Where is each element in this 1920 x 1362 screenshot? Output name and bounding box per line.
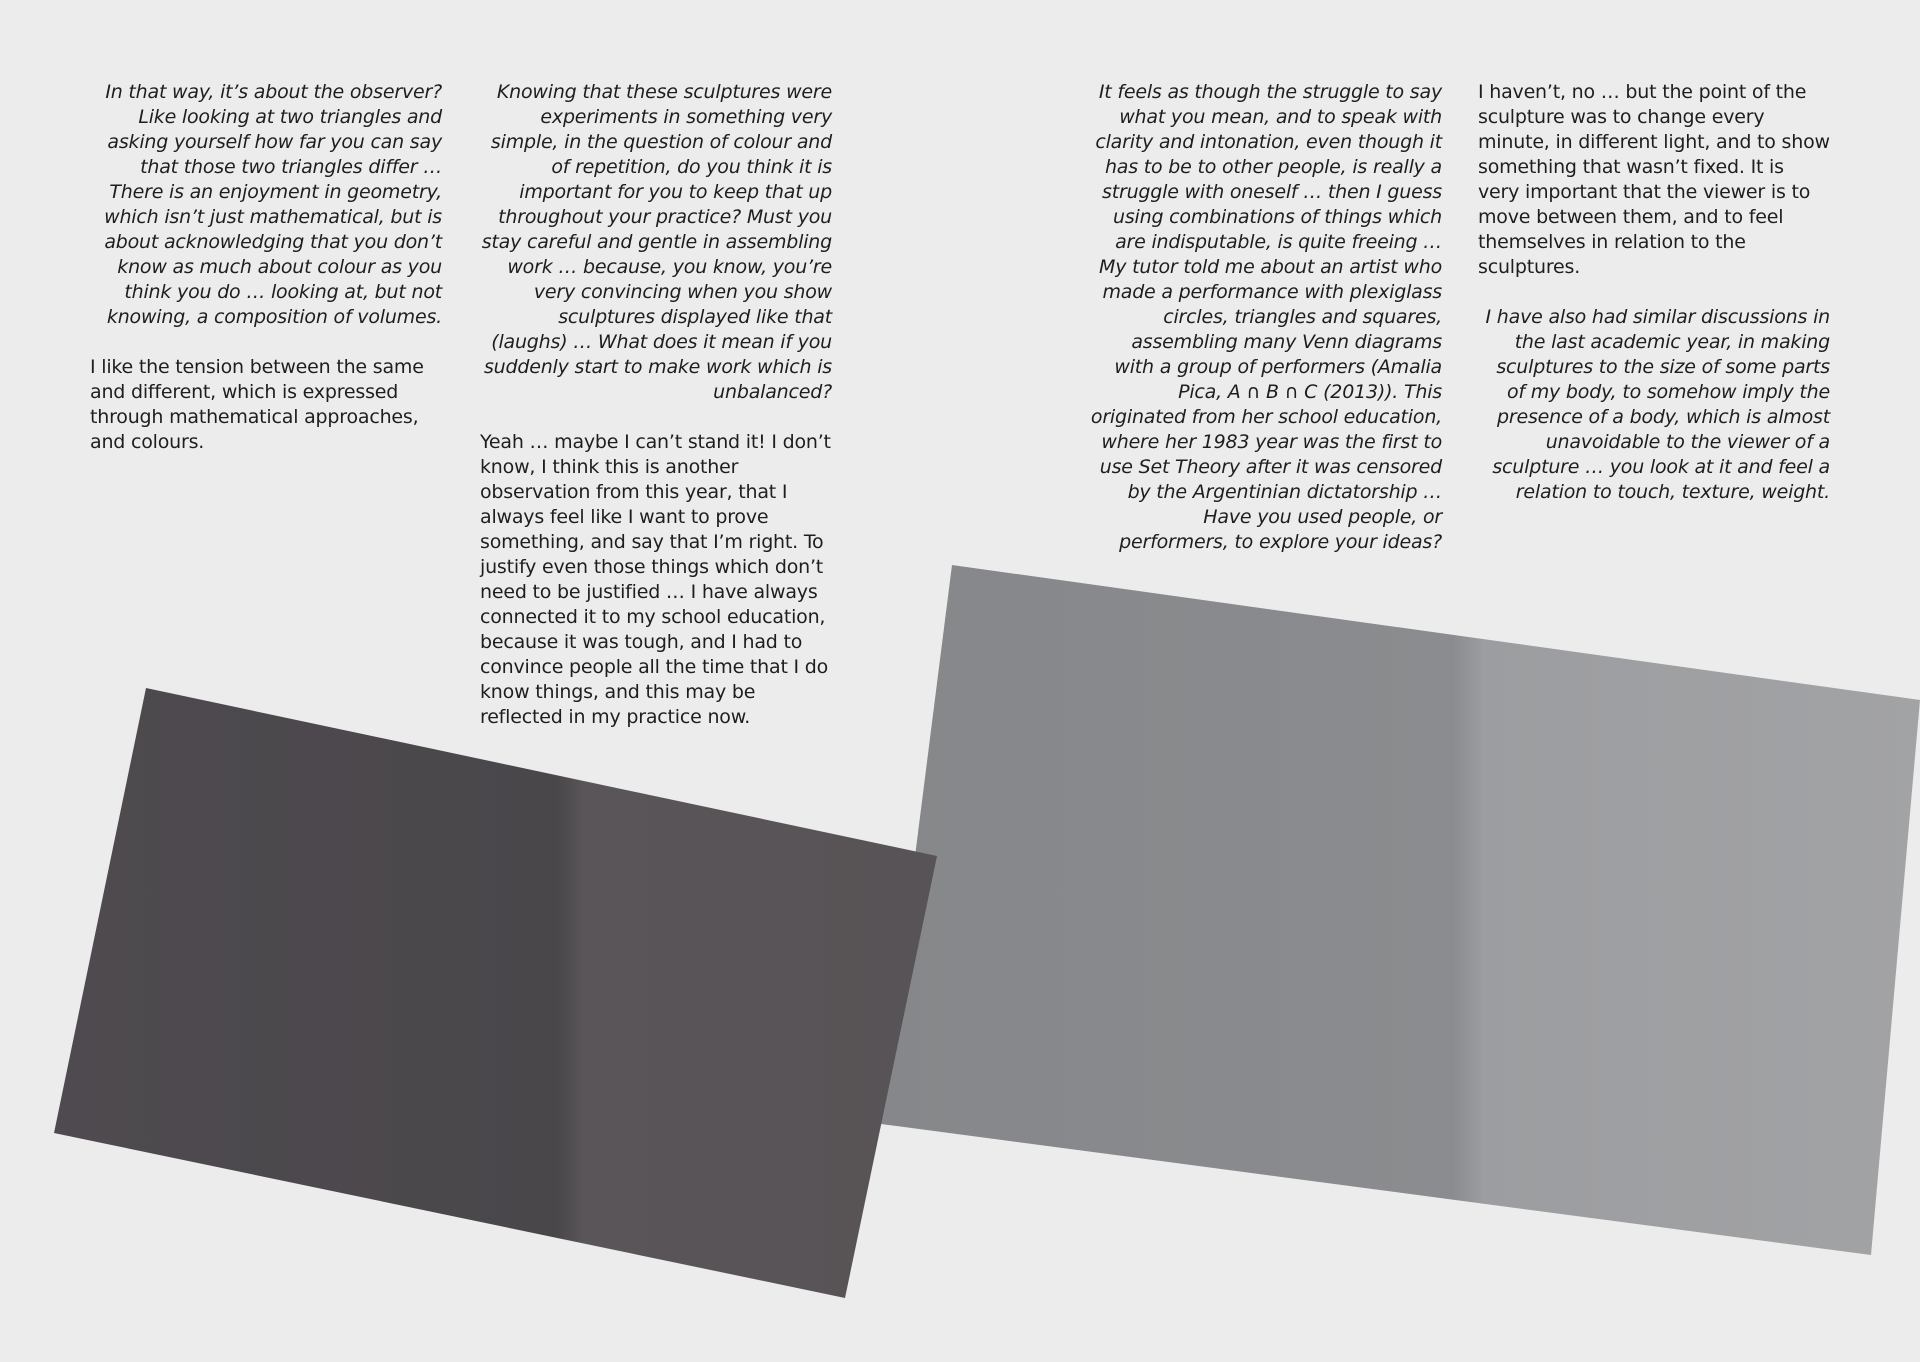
interview-question: It feels as though the struggle to say what you mean, and to speak with clarity and intonation, even though it has to be to other people, is really a struggle with oneself … then I guess using combinations of things which are indisputable, is quite freeing … My tutor told me about an artist who made a performance with plexiglass circles, triangles and squares, assembling many Venn diagrams with a group of performers (Amalia Pica, A ∩ B ∩ C (2013)). This originated from her school education, where her 1983 year was the first to use Set Theory after it was censored by the Argentinian dictatorship … Have you used people, or performers, to explore your ideas? <box>1090 81 1442 553</box>
photo-left-shape <box>54 688 937 1298</box>
interview-answer: I haven’t, no … but the point of the sculpture was to change every minute, in different light, and to show something that wasn’t fixed. It is very important that the viewer is to move between them, and to feel themselves in relation to the sculptures. <box>1478 81 1830 278</box>
interview-answer: I like the tension between the same and different, which is expressed through mathematical approaches, and colours. <box>90 356 424 453</box>
interview-question: I have also had similar discussions in the last academic year, in making sculptures to the size of some parts of my body, to somehow imply the presence of a body, which is almost unavoidable to the viewer of a sculpture … you look at it and feel a relation to touch, texture, weight. <box>1485 306 1830 503</box>
column-2 <box>480 80 832 755</box>
photo-right <box>881 565 1920 1255</box>
interview-question: In that way, it’s about the observer? Like looking at two triangles and asking yourself how far you can say that those two triangles differ … There is an enjoyment in geometry, which isn’t just mathematical, but is about acknowledging that you don’t know as much about colour as you think you do … looking at, but not knowing, a composition of volumes. <box>104 81 442 328</box>
column-4 <box>1478 80 1830 530</box>
interview-question: Knowing that these sculptures were experiments in something very simple, in the question of colour and of repetition, do you think it is important for you to keep that up throughout your practice? Must you stay careful and gentle in assembling work … because, you know, you’re very convincing when you show sculptures displayed like that (laughs) … What does it mean if you suddenly start to make work which is unbalanced? <box>481 81 832 403</box>
interview-answer: Yeah … maybe I can’t stand it! I don’t know, I think this is another observation from this year, that I always feel like I want to prove something, and say that I’m right. To justify even those things which don’t need to be justified … I have always connected it to my school education, because it was tough, and I had to convince people all the time that I do know things, and this may be reflected in my practice now. <box>480 431 831 728</box>
column-1 <box>90 80 442 480</box>
column-3 <box>1090 80 1442 580</box>
